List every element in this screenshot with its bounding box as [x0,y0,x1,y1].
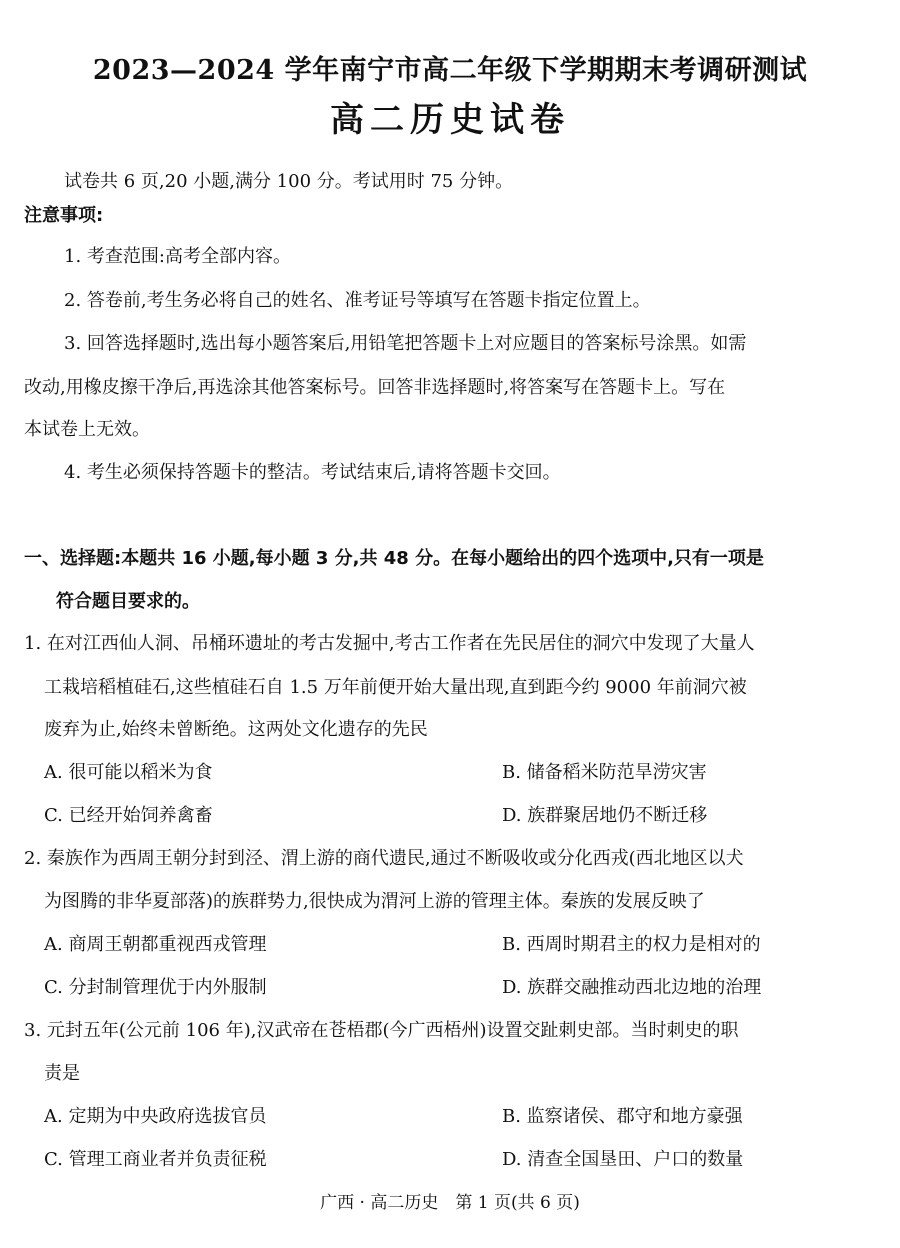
note-item-4: 4. 考生必须保持答题卡的整洁。考试结束后,请将答题卡交回。 [64,462,561,483]
question-2-option-b: B. 西周时期君主的权力是相对的 [502,934,761,955]
exam-subtitle: 高二历史试卷 [330,100,570,140]
question-3-line-2: 责是 [44,1063,80,1084]
question-3-option-a: A. 定期为中央政府选拔官员 [44,1106,267,1127]
section-heading-line-2: 符合题目要求的。 [56,591,200,612]
intro-text: 试卷共 6 页,20 小题,满分 100 分。考试用时 75 分钟。 [64,171,514,192]
note-item-2: 2. 答卷前,考生务必将自己的姓名、准考证号等填写在答题卡指定位置上。 [64,290,651,311]
question-3-line-1: 3. 元封五年(公元前 106 年),汉武帝在苍梧郡(今广西梧州)设置交趾刺史部。当时刺史的职 [24,1020,739,1041]
note-item-3-line-1: 3. 回答选择题时,选出每小题答案后,用铅笔把答题卡上对应题目的答案标号涂黑。如需 [64,333,747,354]
note-item-3-line-2: 改动,用橡皮擦干净后,再选涂其他答案标号。回答非选择题时,将答案写在答题卡上。写在 [24,377,726,398]
question-1-option-d: D. 族群聚居地仍不断迁移 [502,805,708,826]
question-1-option-b: B. 储备稻米防范旱涝灾害 [502,762,707,783]
notes-heading: 注意事项: [24,205,104,226]
section-heading-line-1: 一、选择题:本题共 16 小题,每小题 3 分,共 48 分。在每小题给出的四个选项中,只有一项是 [24,548,764,569]
question-3-option-b: B. 监察诸侯、郡守和地方豪强 [502,1106,743,1127]
question-2-line-2: 为图腾的非华夏部落)的族群势力,很快成为渭河上游的管理主体。秦族的发展反映了 [44,891,705,912]
note-item-1: 1. 考查范围:高考全部内容。 [64,246,291,267]
question-2-option-d: D. 族群交融推动西北边地的治理 [502,977,762,998]
question-1-line-1: 1. 在对江西仙人洞、吊桶环遗址的考古发掘中,考古工作者在先民居住的洞穴中发现了大量人 [24,633,755,654]
question-3-option-d: D. 清查全国垦田、户口的数量 [502,1149,744,1170]
question-1-line-2: 工栽培稻植硅石,这些植硅石自 1.5 万年前便开始大量出现,直到距今约 9000 年前洞穴被 [44,677,747,698]
note-item-3-line-3: 本试卷上无效。 [24,419,150,440]
question-3-option-c: C. 管理工商业者并负责征税 [44,1149,267,1170]
page-footer: 广西 · 高二历史 第 1 页(共 6 页) [320,1193,580,1213]
question-1-option-c: C. 已经开始饲养禽畜 [44,805,213,826]
question-2-line-1: 2. 秦族作为西周王朝分封到泾、渭上游的商代遗民,通过不断吸收或分化西戎(西北地区以犬 [24,848,744,869]
exam-title: 2023—2024 学年南宁市高二年级下学期期末考调研测试 [92,55,808,86]
question-2-option-a: A. 商周王朝都重视西戎管理 [44,934,267,955]
question-1-option-a: A. 很可能以稻米为食 [44,762,213,783]
question-2-option-c: C. 分封制管理优于内外服制 [44,977,267,998]
question-1-line-3: 废弃为止,始终未曾断绝。这两处文化遗存的先民 [44,719,428,740]
